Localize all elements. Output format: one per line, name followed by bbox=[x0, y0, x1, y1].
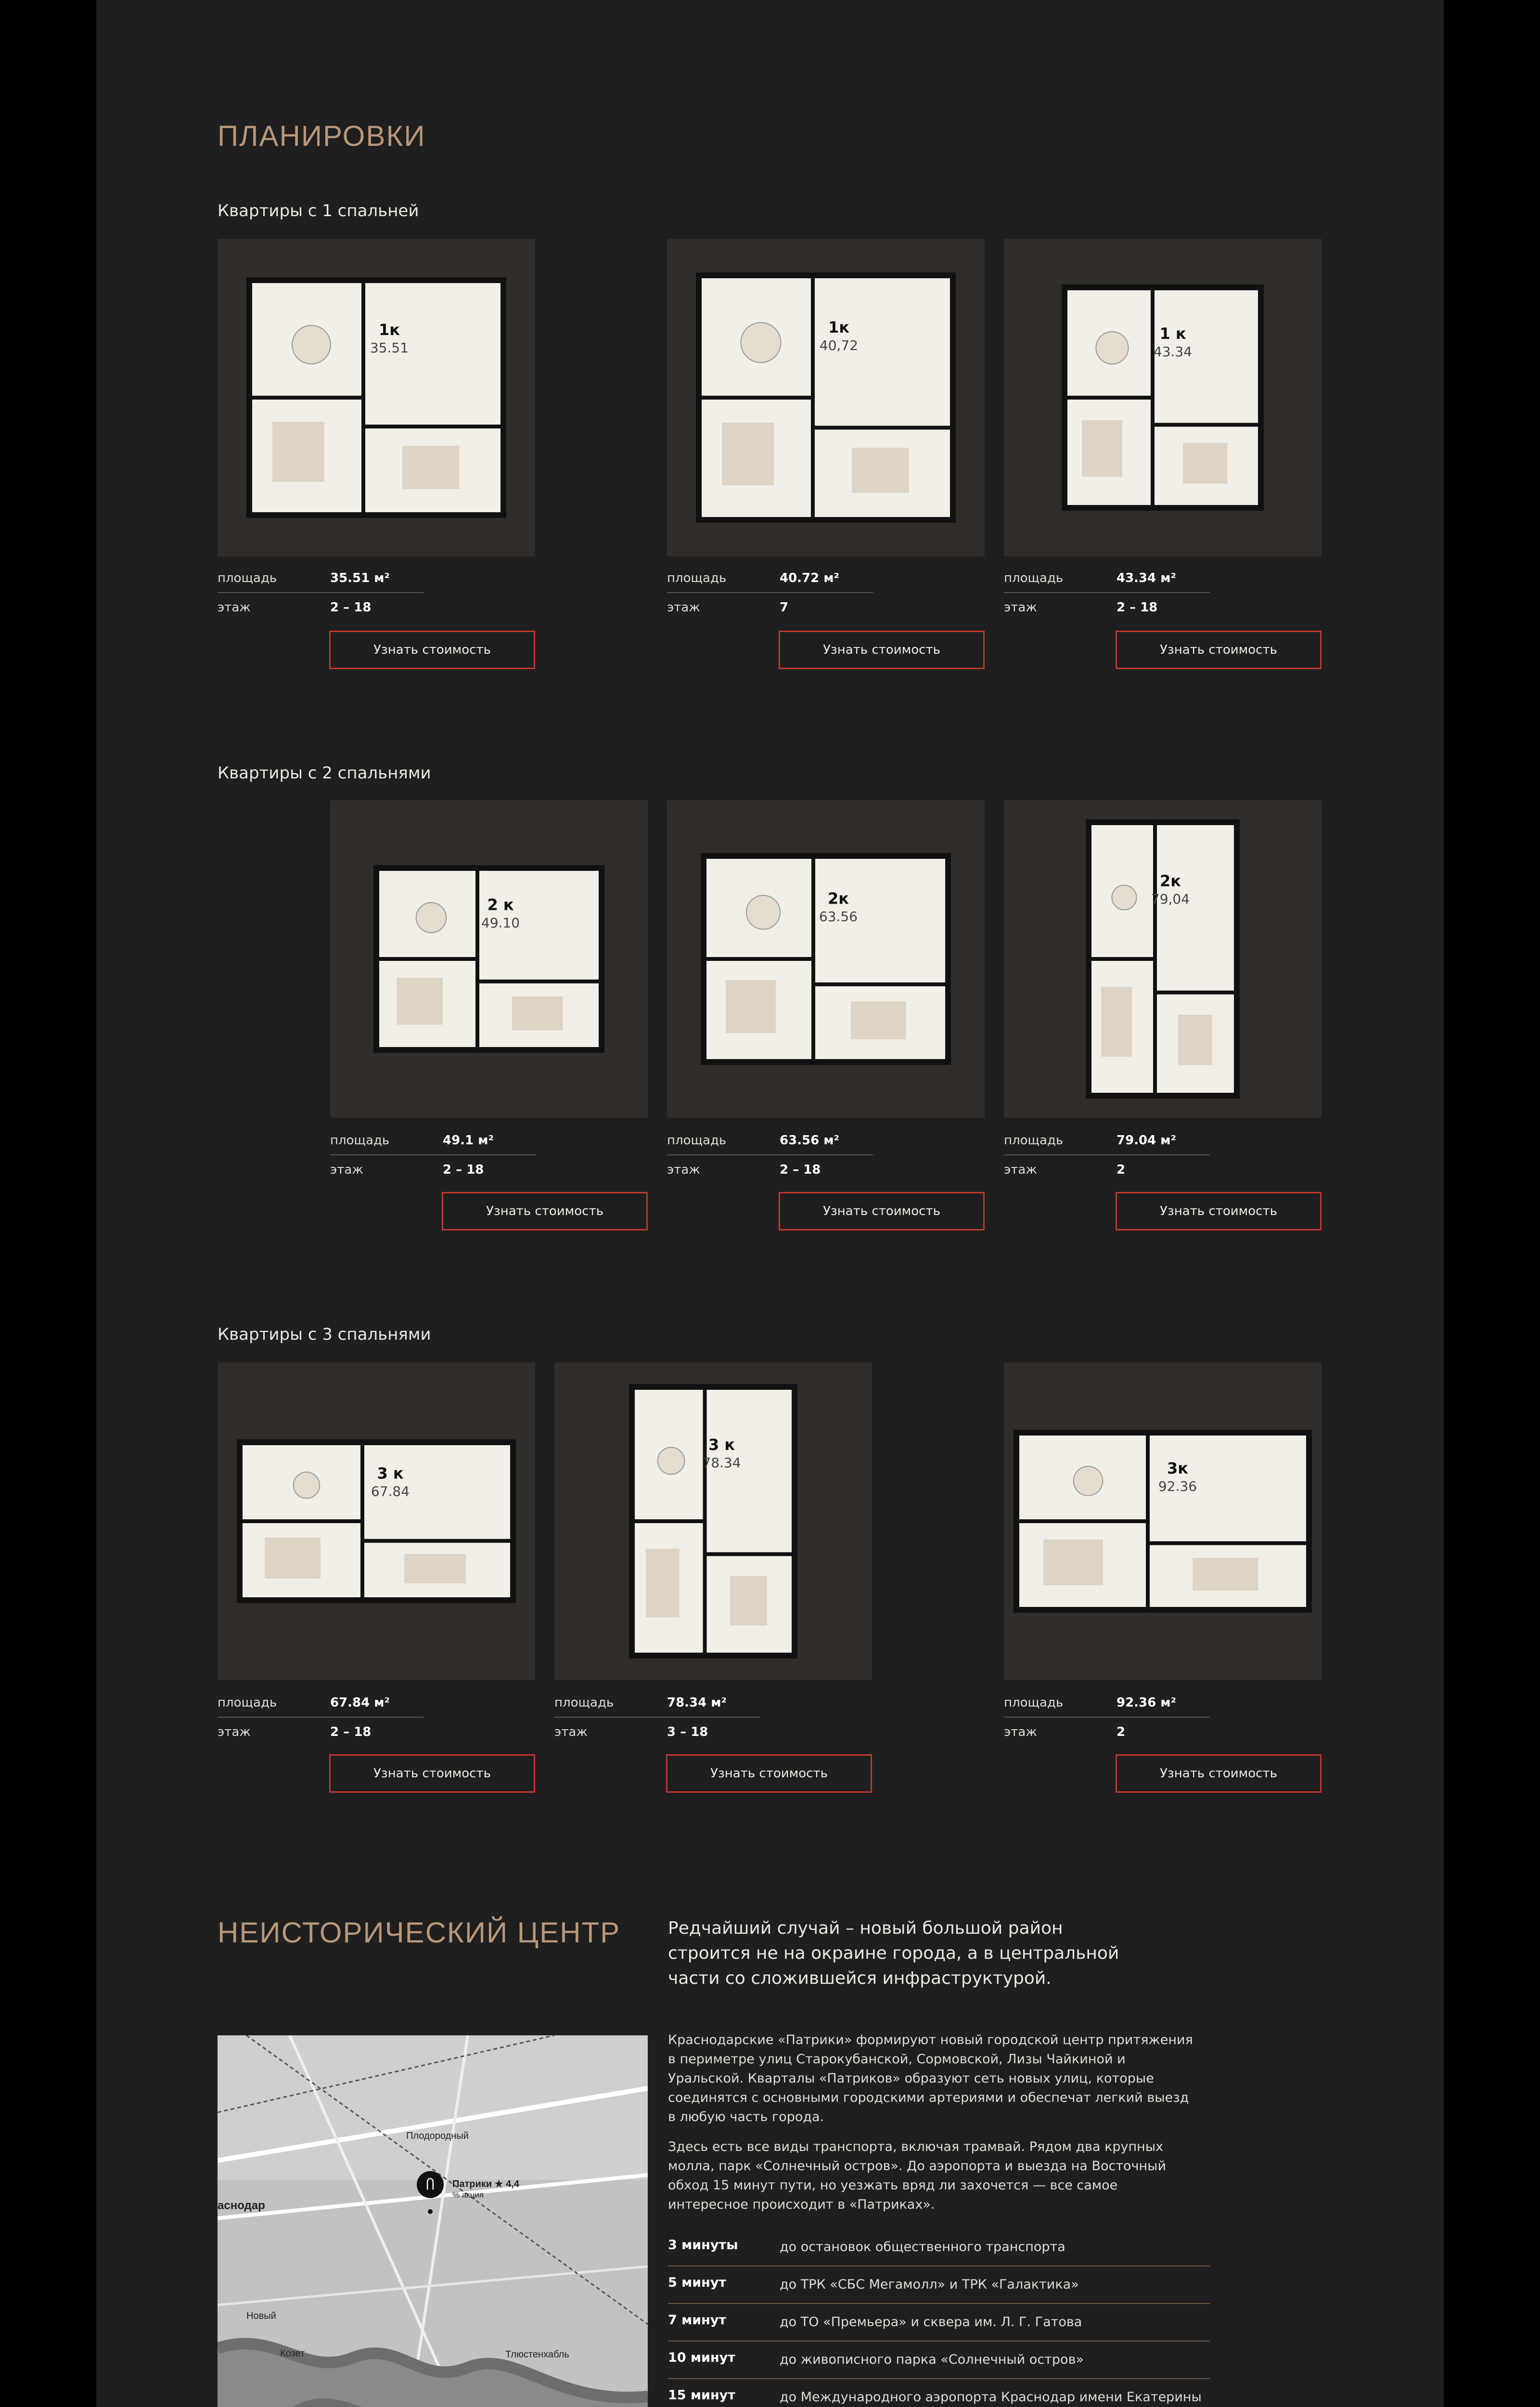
spec-area-row bbox=[1004, 564, 1210, 593]
group-title-1: Квартиры с 1 спальней bbox=[218, 201, 419, 220]
plan-card[interactable] bbox=[1004, 800, 1322, 1118]
spec-floor-label: этаж bbox=[667, 600, 700, 615]
spec-floor-label: этаж bbox=[1004, 600, 1037, 615]
distance-row: 10 минут до живописного парка «Солнечный остров» bbox=[668, 2342, 1210, 2379]
center-lead: Редчайший случай – новый большой район строится не на окраине города, а в центральной части со сложившейся инфраструктурой. bbox=[668, 1918, 1119, 1988]
center-para-2: Здесь есть все виды транспорта, включая трамвай. Рядом два крупных молла, парк «Солнечный остров». До аэропорта и выезда на Восточный обход 15 минут пути, но уезжать вряд ли захочется — все самое интересное происходит в «Патриках». bbox=[668, 2139, 1167, 2212]
spec-floor-row bbox=[1004, 1155, 1210, 1184]
map-pin-sub: % акция bbox=[452, 2190, 484, 2200]
spec-floor-label: этаж bbox=[667, 1163, 700, 1177]
spec-area-label: площадь bbox=[1004, 571, 1064, 585]
distance-row: 5 минут до ТРК «СБС Мегамолл» и ТРК «Галактика» bbox=[668, 2266, 1210, 2304]
page bbox=[96, 0, 1444, 2407]
spec-area-value: 35.51 м² bbox=[330, 571, 390, 585]
center-title: НЕИСТОРИЧЕСКИЙ ЦЕНТР bbox=[218, 1916, 621, 1949]
spec-floor-value: 2 – 18 bbox=[330, 1725, 372, 1739]
plan-specs bbox=[1004, 1126, 1210, 1184]
map-pin-title: Патрики ★ 4,4 bbox=[452, 2179, 519, 2189]
spec-area-label: площадь bbox=[554, 1695, 614, 1710]
get-price-button[interactable]: Узнать стоимость bbox=[666, 1754, 872, 1793]
plan-rooms-label: 3 к bbox=[377, 1464, 404, 1483]
spec-floor-row bbox=[554, 1718, 760, 1747]
plan-specs bbox=[218, 1689, 424, 1747]
floor-plan-image[interactable] bbox=[218, 239, 535, 556]
get-price-button[interactable]: Узнать стоимость bbox=[779, 631, 985, 669]
spec-floor-value: 2 – 18 bbox=[1116, 600, 1158, 615]
plan-rooms-label: 3 к bbox=[708, 1435, 735, 1454]
spec-area-label: площадь bbox=[218, 571, 277, 585]
map-label-plodorodny: Плодородный bbox=[406, 2131, 469, 2141]
plan-area-label: 35.51 bbox=[370, 340, 409, 356]
plan-card[interactable] bbox=[667, 800, 985, 1118]
plan-card[interactable] bbox=[330, 800, 648, 1118]
floor-plan-image[interactable] bbox=[330, 800, 648, 1118]
plan-card[interactable] bbox=[554, 1362, 872, 1680]
spec-floor-value: 2 – 18 bbox=[330, 600, 372, 615]
spec-floor-label: этаж bbox=[1004, 1725, 1037, 1739]
spec-floor-label: этаж bbox=[1004, 1163, 1037, 1177]
spec-area-value: 78.34 м² bbox=[667, 1695, 727, 1710]
map-label-tlyustenkhabl: Тлюстенхабль bbox=[505, 2349, 569, 2360]
plan-specs bbox=[554, 1689, 760, 1747]
get-price-button[interactable]: Узнать стоимость bbox=[329, 631, 535, 669]
floor-plan-image[interactable] bbox=[667, 239, 985, 556]
spec-floor-label: этаж bbox=[218, 1725, 251, 1739]
floor-plan-image[interactable] bbox=[554, 1362, 872, 1680]
floor-plan-image[interactable] bbox=[218, 1362, 535, 1680]
plan-area-label: 79,04 bbox=[1151, 891, 1190, 907]
location-map[interactable] bbox=[218, 2035, 648, 2407]
get-price-button[interactable]: Узнать стоимость bbox=[329, 1754, 535, 1793]
spec-area-value: 67.84 м² bbox=[330, 1695, 390, 1710]
floor-plan-image[interactable] bbox=[1004, 239, 1322, 556]
plan-area-label: 67.84 bbox=[371, 1483, 410, 1500]
spec-area-value: 79.04 м² bbox=[1116, 1133, 1176, 1148]
plan-card[interactable] bbox=[1004, 1362, 1322, 1680]
map-label-novy: Новый bbox=[246, 2311, 276, 2321]
plan-specs bbox=[1004, 564, 1210, 622]
spec-area-value: 63.56 м² bbox=[780, 1133, 839, 1148]
plan-specs bbox=[218, 564, 424, 622]
plan-card[interactable] bbox=[218, 239, 535, 556]
distance-row: 15 минут до Международного аэропорта Краснодар имени Екатерины bbox=[668, 2379, 1210, 2407]
plan-specs bbox=[1004, 1689, 1210, 1747]
plan-specs bbox=[667, 564, 873, 622]
plan-card[interactable] bbox=[1004, 239, 1322, 556]
spec-area-label: площадь bbox=[667, 1133, 727, 1148]
plan-area-label: 63.56 bbox=[819, 908, 858, 925]
spec-area-value: 40.72 м² bbox=[780, 571, 839, 585]
spec-area-row bbox=[1004, 1126, 1210, 1155]
floor-plan-image[interactable] bbox=[1004, 1362, 1322, 1680]
spec-area-row bbox=[218, 1689, 424, 1718]
spec-floor-row bbox=[330, 1155, 536, 1184]
plan-area-label: 78.34 bbox=[702, 1454, 741, 1471]
spec-area-value: 92.36 м² bbox=[1116, 1695, 1176, 1710]
spec-area-value: 49.1 м² bbox=[443, 1133, 494, 1148]
spec-floor-label: этаж bbox=[330, 1163, 363, 1177]
plan-rooms-label: 3к bbox=[1167, 1459, 1188, 1478]
spec-floor-value: 2 – 18 bbox=[780, 1163, 821, 1177]
spec-floor-label: этаж bbox=[218, 600, 251, 615]
plan-area-label: 40,72 bbox=[819, 337, 859, 353]
plan-rooms-label: 2 к bbox=[487, 895, 514, 914]
group-title-2: Квартиры с 2 спальнями bbox=[218, 764, 431, 783]
get-price-button[interactable]: Узнать стоимость bbox=[1116, 1192, 1322, 1230]
plan-specs bbox=[667, 1126, 873, 1184]
plan-rooms-label: 2к bbox=[1160, 872, 1181, 891]
center-para-1: Краснодарские «Патрики» формируют новый городской центр притяжения в периметре улиц Старокубанской, Сормовской, Лизы Чайкиной и Уральской. Кварталы «Патриков» образуют сеть новых улиц, которые соединятся с основными городскими артериями и обеспечат легкий выезд в любую часть города. bbox=[668, 2032, 1193, 2124]
spec-floor-value: 2 bbox=[1116, 1163, 1126, 1177]
spec-area-row bbox=[330, 1126, 536, 1155]
plan-area-label: 92.36 bbox=[1158, 1478, 1197, 1495]
plan-rooms-label: 1к bbox=[828, 318, 849, 336]
distance-row: 7 минут до ТО «Премьера» и сквера им. Л. Г. Гатова bbox=[668, 2304, 1210, 2342]
plan-area-label: 49.10 bbox=[481, 915, 520, 931]
spec-area-row bbox=[218, 564, 424, 593]
group-title-3: Квартиры с 3 спальнями bbox=[218, 1325, 431, 1344]
spec-area-label: площадь bbox=[667, 571, 727, 585]
distance-row: 3 минуты до остановок общественного транспорта bbox=[668, 2229, 1210, 2266]
spec-floor-value: 7 bbox=[780, 600, 789, 615]
plan-area-label: 43.34 bbox=[1153, 343, 1193, 360]
get-price-button[interactable]: Узнать стоимость bbox=[1116, 1754, 1322, 1793]
spec-area-row bbox=[554, 1689, 760, 1718]
plan-card[interactable] bbox=[667, 239, 985, 556]
floor-plan-image[interactable] bbox=[667, 800, 985, 1118]
spec-area-value: 43.34 м² bbox=[1116, 571, 1176, 585]
spec-area-row bbox=[1004, 1689, 1210, 1718]
plan-rooms-label: 1к bbox=[379, 321, 400, 339]
spec-area-row bbox=[667, 1126, 873, 1155]
plan-rooms-label: 1 к bbox=[1159, 324, 1186, 343]
map-label-krasnodar: аснодар bbox=[218, 2199, 265, 2212]
spec-floor-row bbox=[218, 1718, 424, 1747]
spec-floor-row bbox=[667, 1155, 873, 1184]
floor-plan-image[interactable] bbox=[1004, 800, 1322, 1118]
plan-card[interactable] bbox=[218, 1362, 535, 1680]
plan-specs bbox=[330, 1126, 536, 1184]
spec-area-row bbox=[667, 564, 873, 593]
get-price-button[interactable]: Узнать стоимость bbox=[1116, 631, 1322, 669]
distance-list bbox=[668, 2229, 1210, 2407]
spec-area-label: площадь bbox=[218, 1695, 277, 1710]
spec-floor-value: 2 – 18 bbox=[443, 1163, 484, 1177]
map-label-kozet: Козет bbox=[280, 2348, 305, 2359]
get-price-button[interactable]: Узнать стоимость bbox=[779, 1192, 985, 1230]
section-title: ПЛАНИРОВКИ bbox=[218, 120, 426, 152]
spec-floor-row bbox=[667, 593, 873, 622]
spec-area-label: площадь bbox=[1004, 1695, 1064, 1710]
spec-area-label: площадь bbox=[1004, 1133, 1064, 1148]
svg-text:Ⴖ: Ⴖ bbox=[426, 2177, 435, 2193]
spec-floor-value: 3 – 18 bbox=[667, 1725, 708, 1739]
spec-floor-row bbox=[1004, 593, 1210, 622]
spec-floor-label: этаж bbox=[554, 1725, 588, 1739]
spec-floor-row bbox=[1004, 1718, 1210, 1747]
spec-floor-value: 2 bbox=[1116, 1725, 1126, 1739]
get-price-button[interactable]: Узнать стоимость bbox=[442, 1192, 648, 1230]
spec-floor-row bbox=[218, 593, 424, 622]
spec-area-label: площадь bbox=[330, 1133, 390, 1148]
plan-rooms-label: 2к bbox=[828, 889, 849, 908]
